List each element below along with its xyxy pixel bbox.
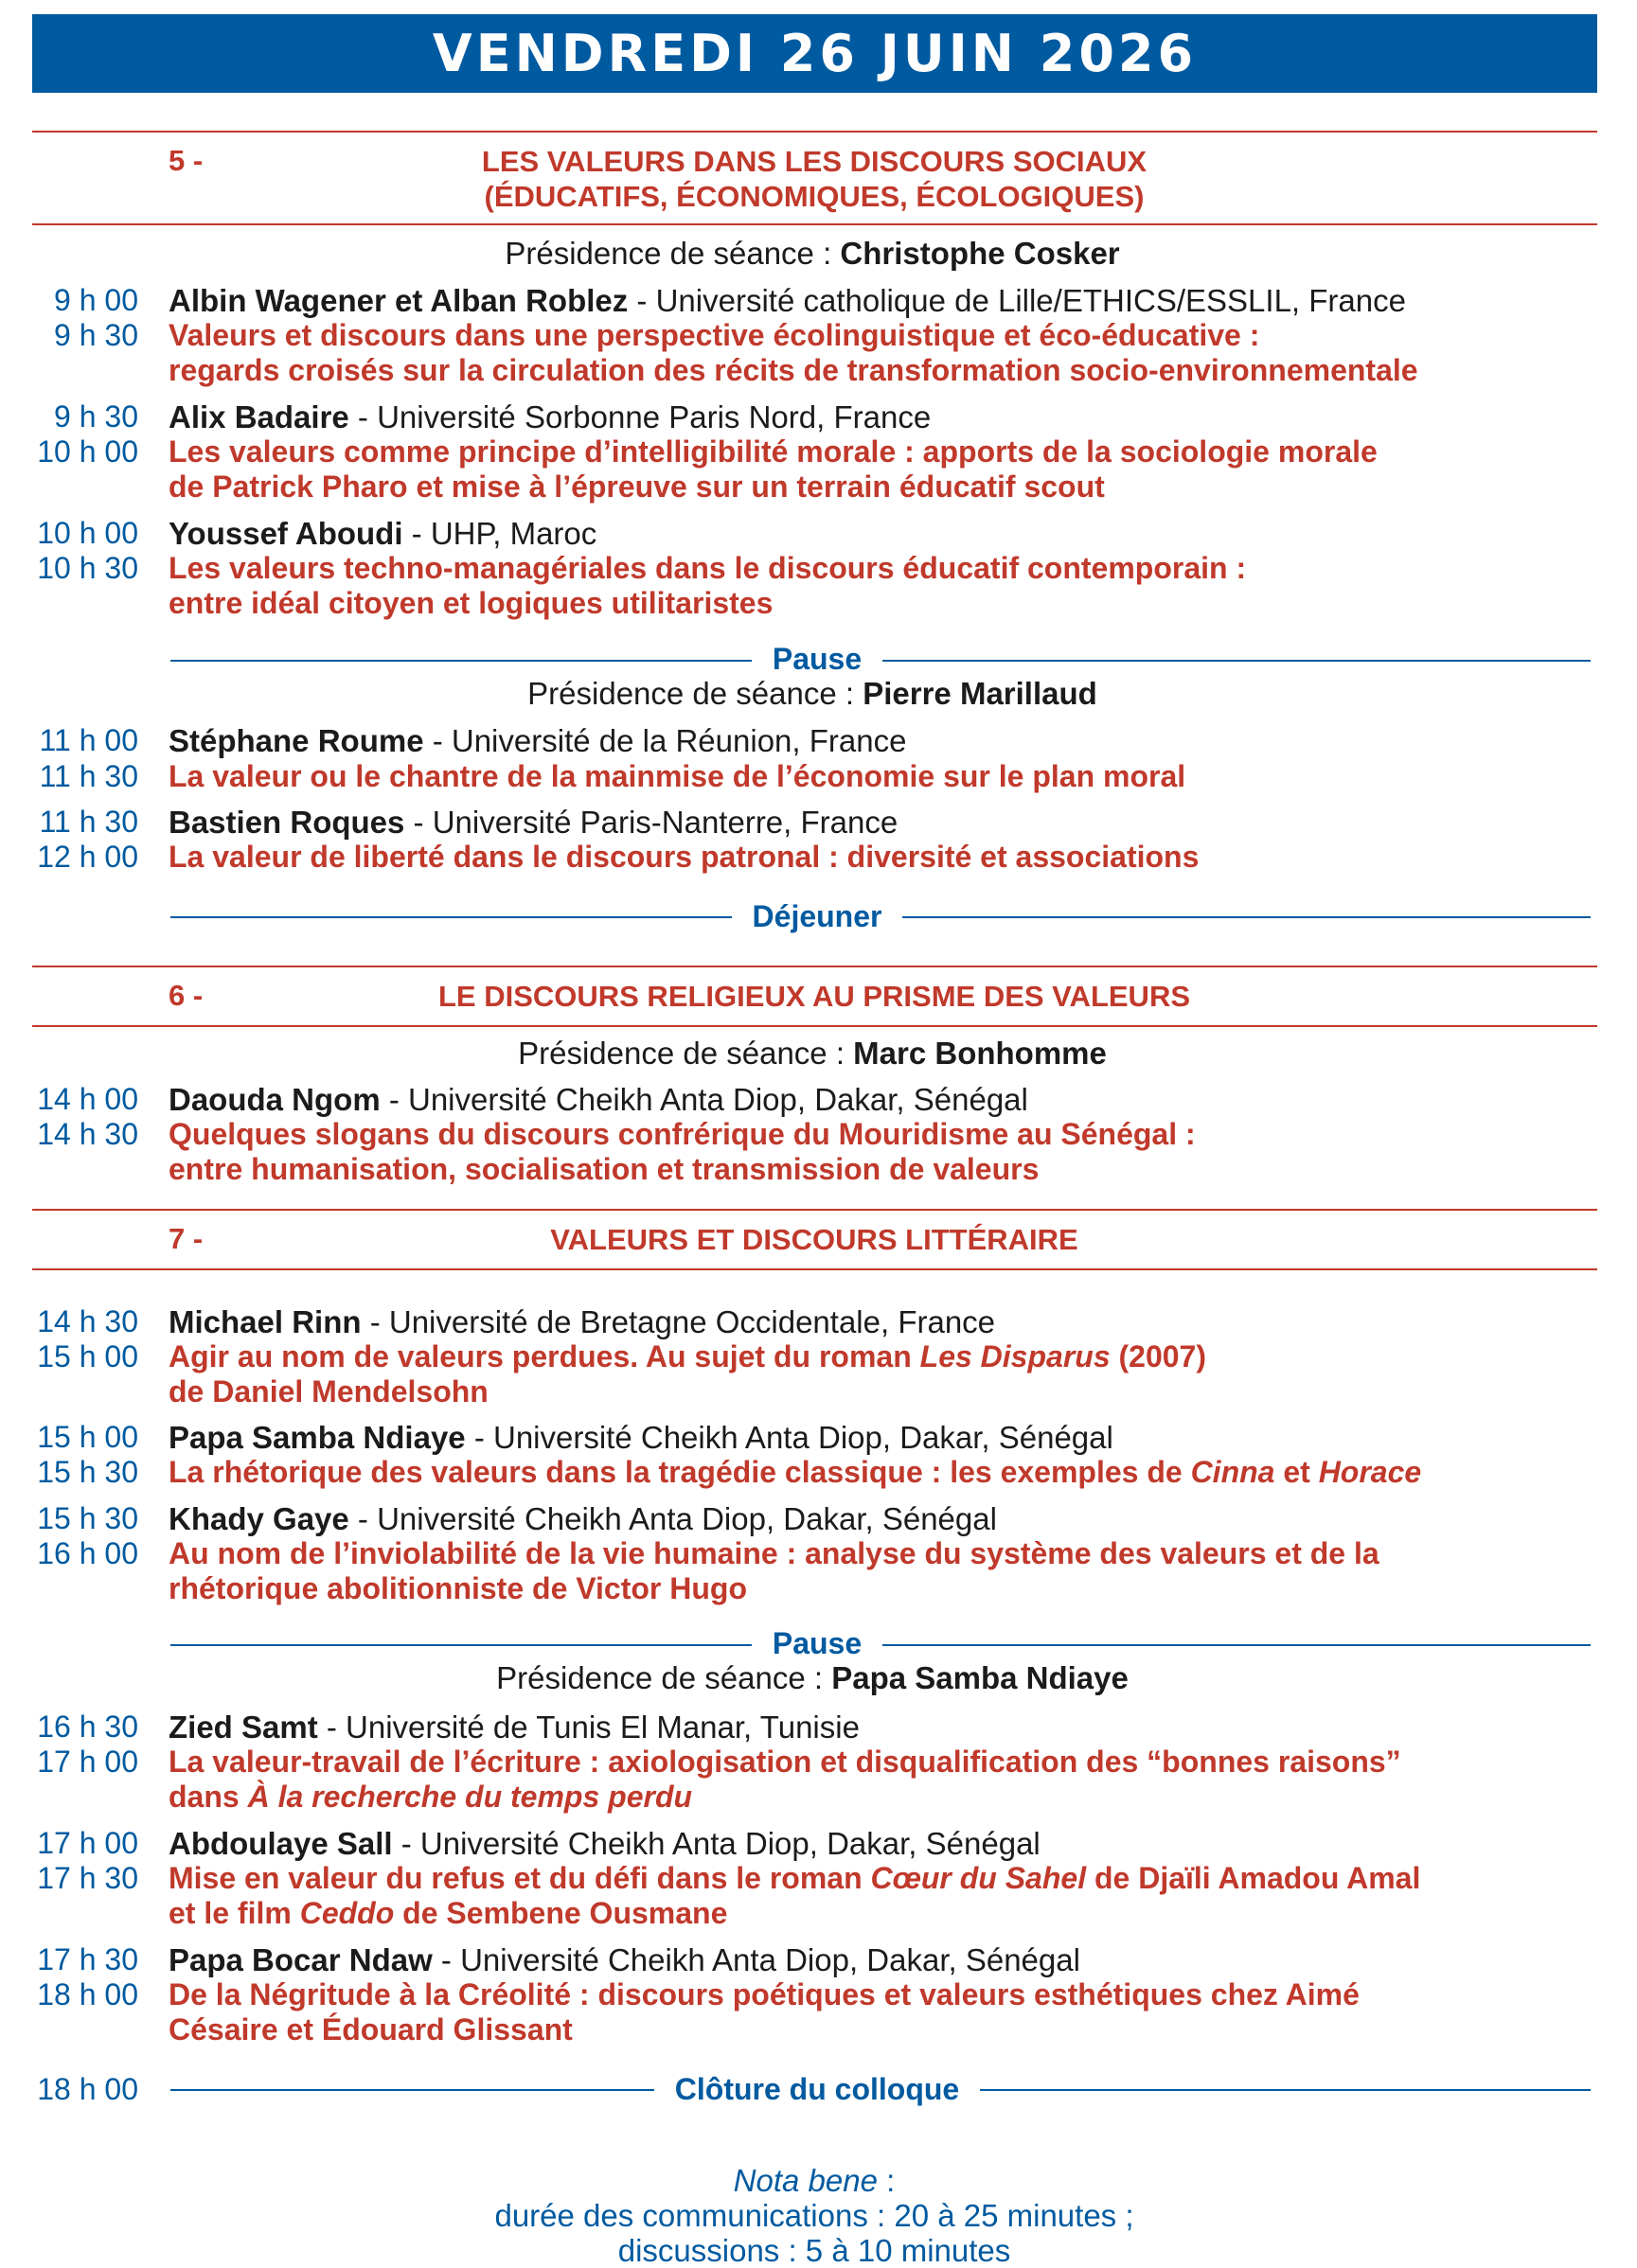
lunch-marker: [170, 899, 1464, 934]
talk-speaker: Khady Gaye - Université Cheikh Anta Diop, Dakar, Sénégal: [169, 1501, 997, 1536]
talk-start-time: 17 h 00: [37, 1826, 138, 1860]
talk-title: Au nom de l’inviolabilité de la vie humaine : analyse du système des valeurs et de la rhétorique abolitionniste de Victor Hugo: [169, 1536, 1379, 1605]
talk-speaker: Papa Samba Ndiaye - Université Cheikh Anta Diop, Dakar, Sénégal: [169, 1420, 1113, 1455]
talk-start-time: 10 h 00: [37, 516, 138, 550]
section-divider: [32, 1025, 1597, 1027]
talk-title: Les valeurs techno-managériales dans le discours éducatif contemporain : entre idéal citoyen et logiques utilitaristes: [169, 551, 1247, 620]
talk-speaker: Youssef Aboudi - UHP, Maroc: [169, 516, 597, 551]
nota-bene: Nota bene : durée des communications : 20 à 25 minutes ; discussions : 5 à 10 minutes: [494, 2163, 1134, 2268]
talk-start-time: 11 h 00: [39, 723, 138, 757]
talk-title: Mise en valeur du refus et du défi dans le roman Cœur du Sahel de Djaïli Amadou Amal et le film Ceddo de Sembene Ousmane: [169, 1861, 1421, 1930]
talk-speaker: Abdoulaye Sall - Université Cheikh Anta Diop, Dakar, Sénégal: [169, 1826, 1041, 1861]
talk-speaker: Stéphane Roume - Université de la Réunion, France: [169, 723, 907, 758]
talk-end-time: 10 h 00: [37, 434, 138, 469]
talk-start-time: 9 h 00: [54, 283, 138, 317]
session-chair: Présidence de séance : Pierre Marillaud: [527, 676, 1097, 711]
closing-time: 18 h 00: [37, 2072, 138, 2106]
talk-speaker: Daouda Ngom - Université Cheikh Anta Diop, Dakar, Sénégal: [169, 1082, 1028, 1117]
talk-start-time: 14 h 30: [37, 1304, 138, 1338]
section-divider: [32, 1268, 1597, 1270]
talk-title: Agir au nom de valeurs perdues. Au sujet du roman Les Disparus (2007) de Daniel Mendelsohn: [169, 1339, 1206, 1409]
pause-marker: [170, 1626, 1464, 1661]
talk-end-time: 10 h 30: [37, 551, 138, 585]
closing-label: Clôture du colloque: [654, 2072, 980, 2106]
talk-title: Les valeurs comme principe d’intelligibilité morale : apports de la sociologie morale de Patrick Pharo et mise à l’épreuve sur un terrain éducatif scout: [169, 434, 1378, 504]
session-chair: Présidence de séance : Christophe Cosker: [505, 236, 1120, 271]
talk-title: La valeur de liberté dans le discours patronal : diversité et associations: [169, 840, 1200, 874]
pause-label: Pause: [752, 642, 882, 676]
pause-label: Pause: [752, 1626, 882, 1660]
closing-marker: [170, 2072, 1464, 2107]
talk-start-time: 15 h 30: [37, 1501, 138, 1535]
section-title: LES VALEURS DANS LES DISCOURS SOCIAUX (ÉDUCATIFS, ÉCONOMIQUES, ÉCOLOGIQUES): [481, 145, 1148, 213]
talk-speaker: Papa Bocar Ndaw - Université Cheikh Anta Diop, Dakar, Sénégal: [169, 1942, 1080, 1977]
date-banner: [32, 14, 1597, 93]
talk-start-time: 11 h 30: [39, 805, 138, 839]
section-divider: [32, 131, 1597, 133]
talk-end-time: 17 h 30: [37, 1861, 138, 1895]
section-title: LE DISCOURS RELIGIEUX AU PRISME DES VALEURS: [437, 980, 1191, 1013]
talk-start-time: 15 h 00: [37, 1420, 138, 1454]
talk-end-time: 15 h 30: [37, 1455, 138, 1489]
session-chair: Présidence de séance : Papa Samba Ndiaye: [496, 1660, 1129, 1695]
talk-end-time: 15 h 00: [37, 1339, 138, 1373]
talk-end-time: 18 h 00: [37, 1977, 138, 2011]
talk-start-time: 17 h 30: [37, 1942, 138, 1976]
lunch-label: Déjeuner: [732, 899, 903, 933]
talk-title: Valeurs et discours dans une perspective écolinguistique et éco-éducative : regards croisés sur la circulation des récits de transformation socio-environnementale: [169, 318, 1418, 387]
talk-start-time: 9 h 30: [54, 399, 138, 434]
section-number: 6 -: [169, 979, 204, 1012]
talk-title: De la Négritude à la Créolité : discours poétiques et valeurs esthétiques chez Aimé Césaire et Édouard Glissant: [169, 1977, 1360, 2047]
talk-speaker: Zied Samt - Université de Tunis El Manar, Tunisie: [169, 1710, 860, 1745]
talk-end-time: 16 h 00: [37, 1536, 138, 1570]
session-chair: Présidence de séance : Marc Bonhomme: [518, 1036, 1107, 1071]
talk-title: La valeur ou le chantre de la mainmise de l’économie sur le plan moral: [169, 759, 1186, 793]
talk-speaker: Michael Rinn - Université de Bretagne Occidentale, France: [169, 1304, 996, 1339]
talk-title: La valeur-travail de l’écriture : axiologisation et disqualification des “bonnes raisons” dans À la recherche du temps perdu: [169, 1745, 1401, 1814]
pause-marker: [170, 642, 1464, 677]
talk-end-time: 12 h 00: [37, 840, 138, 874]
talk-end-time: 14 h 30: [37, 1117, 138, 1151]
talk-start-time: 16 h 30: [37, 1710, 138, 1744]
talk-speaker: Albin Wagener et Alban Roblez - Université catholique de Lille/ETHICS/ESSLIL, France: [169, 283, 1406, 318]
section-divider: [32, 1209, 1597, 1211]
talk-end-time: 17 h 00: [37, 1745, 138, 1779]
section-title: VALEURS ET DISCOURS LITTÉRAIRE: [550, 1223, 1078, 1256]
section-divider: [32, 966, 1597, 967]
section-number: 5 -: [169, 144, 204, 177]
talk-title: La rhétorique des valeurs dans la tragédie classique : les exemples de Cinna et Horace: [169, 1455, 1422, 1489]
talk-title: Quelques slogans du discours confrérique du Mouridisme au Sénégal : entre humanisation, socialisation et transmission de valeurs: [169, 1117, 1196, 1186]
talk-speaker: Bastien Roques - Université Paris-Nanterre, France: [169, 805, 899, 840]
date-title: VENDREDI 26 JUIN 2026: [432, 24, 1198, 83]
talk-start-time: 14 h 00: [37, 1082, 138, 1116]
talk-end-time: 9 h 30: [54, 318, 138, 352]
talk-end-time: 11 h 30: [39, 759, 138, 793]
section-number: 7 -: [169, 1222, 204, 1255]
talk-speaker: Alix Badaire - Université Sorbonne Paris Nord, France: [169, 399, 932, 434]
section-divider: [32, 223, 1597, 225]
